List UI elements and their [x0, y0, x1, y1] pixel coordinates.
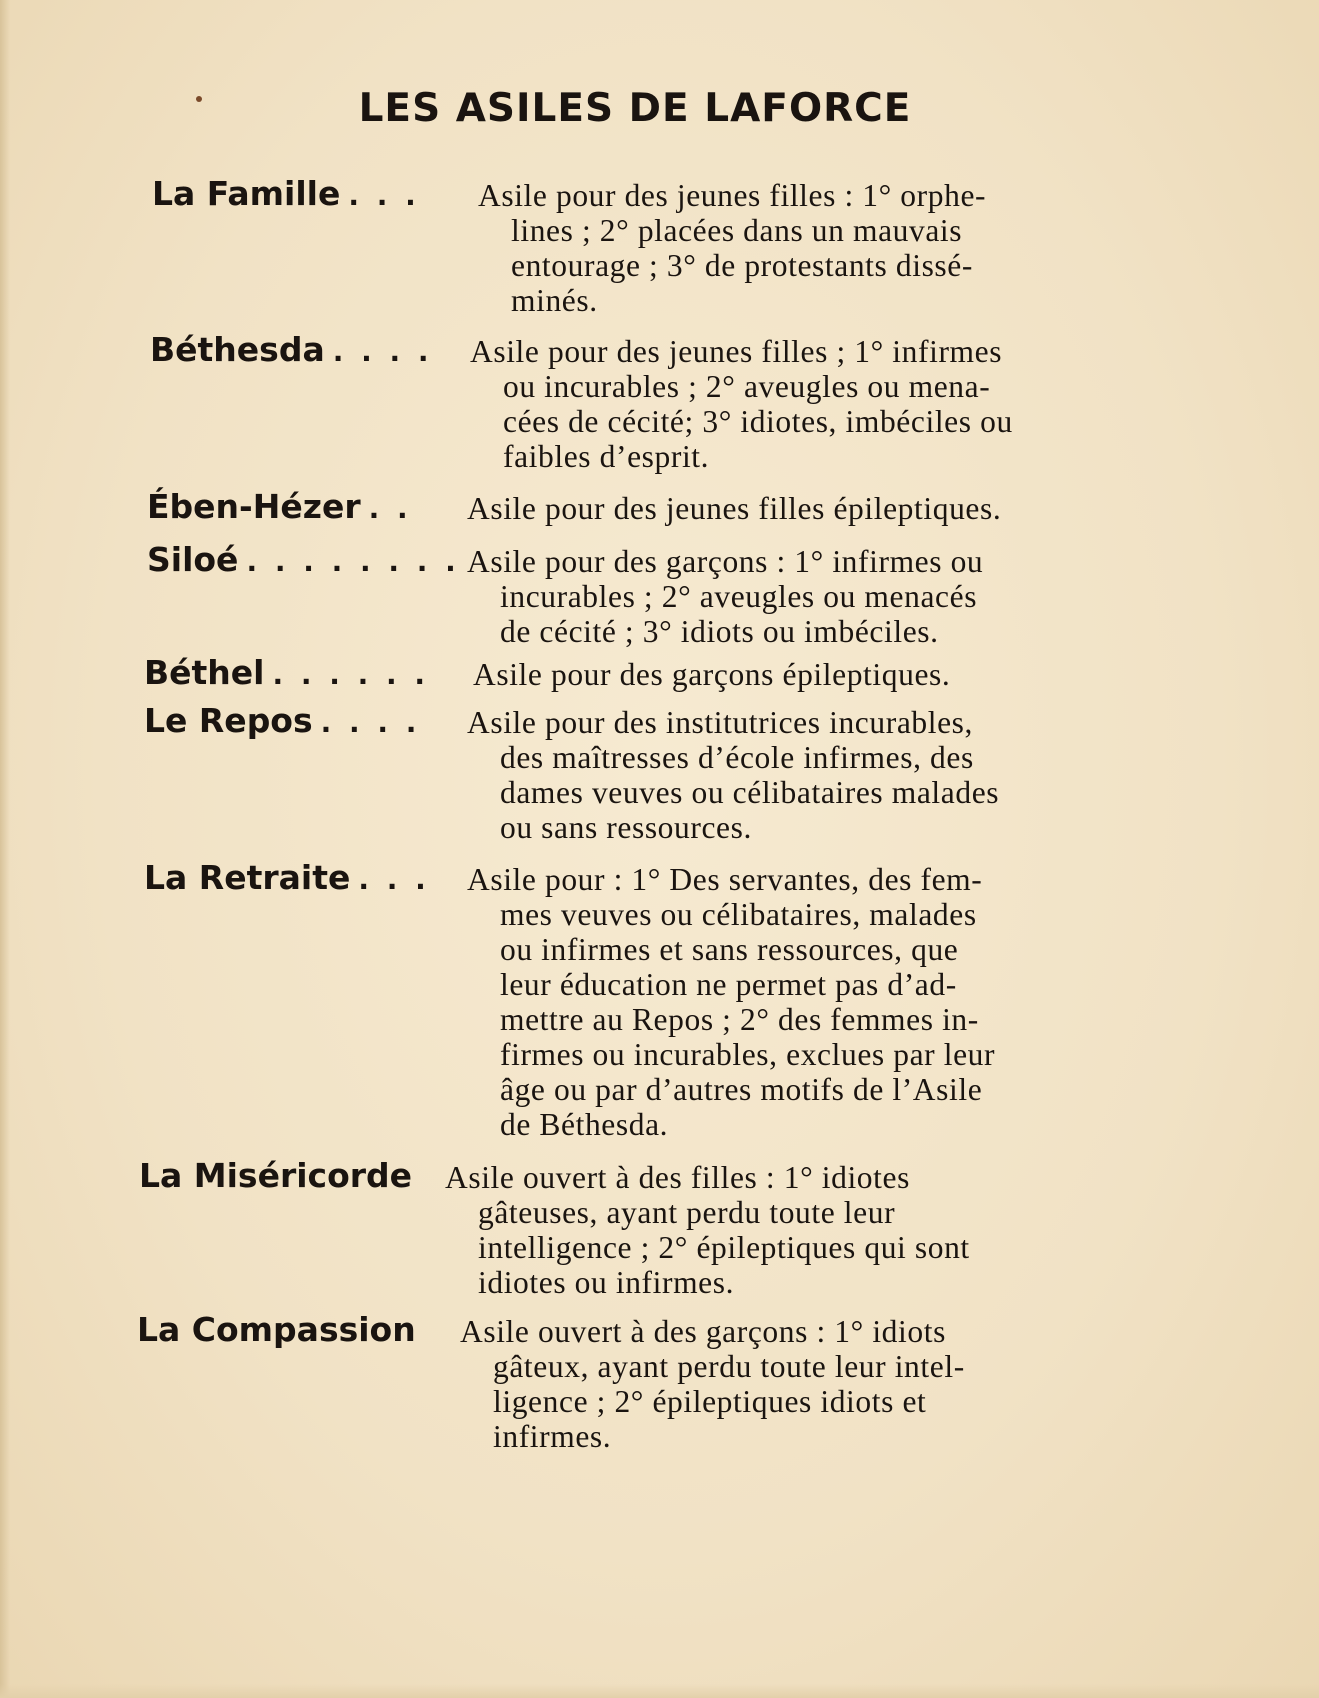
- entry-name: Ében-Hézer . .: [147, 487, 412, 526]
- entry-name: La Retraite . . .: [144, 858, 430, 897]
- description-line: âge ou par d’autres motifs de l’Asile: [500, 1072, 983, 1107]
- description-line: idiotes ou infirmes.: [478, 1265, 735, 1300]
- description-line: Asile pour des jeunes filles épileptiques.: [467, 491, 1002, 526]
- description-line: Asile pour des jeunes filles ; 1° infirmes: [470, 334, 1003, 369]
- description-line: ligence ; 2° épileptiques idiots et: [493, 1384, 927, 1419]
- description-line: lines ; 2° placées dans un mauvais: [511, 213, 963, 248]
- entry-name: Siloé . . . . . . . .: [147, 540, 460, 579]
- description-line: Asile pour des institutrices incurables,: [467, 705, 974, 740]
- description-line: firmes ou incurables, exclues par leur: [500, 1037, 996, 1072]
- entry-name: Béthesda . . . .: [150, 330, 433, 369]
- description-line: dames veuves ou célibataires malades: [500, 775, 1000, 810]
- description-line: ou infirmes et sans ressources, que: [500, 932, 959, 967]
- description-line: de cécité ; 3° idiots ou imbéciles.: [500, 614, 939, 649]
- entry-description: [467, 544, 1120, 649]
- description-line: Asile pour des jeunes filles : 1° orphe-: [478, 178, 987, 213]
- entry-description: [470, 334, 1123, 474]
- description-line: Asile pour des garçons épileptiques.: [473, 657, 951, 692]
- description-line: mes veuves ou célibataires, malades: [500, 897, 977, 932]
- description-line: faibles d’esprit.: [503, 439, 710, 474]
- description-line: Asile ouvert à des filles : 1° idiotes: [445, 1160, 910, 1195]
- entry-description: [467, 705, 1120, 845]
- entry-description: [460, 1314, 1105, 1454]
- description-line: de Béthesda.: [500, 1107, 669, 1142]
- description-line: intelligence ; 2° épileptiques qui sont: [478, 1230, 970, 1265]
- description-line: infirmes.: [493, 1419, 612, 1454]
- page-edge-left: [0, 0, 10, 1698]
- description-line: entourage ; 3° de protestants dissé-: [511, 248, 973, 283]
- description-line: ou incurables ; 2° aveugles ou mena-: [503, 369, 991, 404]
- description-line: Asile pour des garçons : 1° infirmes ou: [467, 544, 984, 579]
- description-line: ou sans ressources.: [500, 810, 752, 845]
- description-line: des maîtresses d’école infirmes, des: [500, 740, 974, 775]
- entry-description: [467, 862, 1120, 1142]
- entry-name: Le Repos . . . .: [144, 701, 421, 740]
- description-line: minés.: [511, 283, 598, 318]
- entry-name: La Famille . . .: [152, 174, 420, 213]
- description-line: mettre au Repos ; 2° des femmes in-: [500, 1002, 979, 1037]
- entry-name: La Compassion: [137, 1310, 416, 1349]
- description-line: gâteux, ayant perdu toute leur intel-: [493, 1349, 965, 1384]
- entry-name: Béthel . . . . . .: [144, 653, 430, 692]
- page-title: LES ASILES DE LAFORCE: [358, 86, 912, 131]
- description-line: cées de cécité; 3° idiotes, imbéciles ou: [503, 404, 1013, 439]
- entry-name: La Miséricorde: [139, 1156, 413, 1195]
- entry-description: [445, 1160, 1108, 1300]
- description-line: Asile pour : 1° Des servantes, des fem-: [467, 862, 983, 897]
- description-line: leur éducation ne permet pas d’ad-: [500, 967, 957, 1002]
- description-line: incurables ; 2° aveugles ou menacés: [500, 579, 978, 614]
- entry-description: [473, 657, 1121, 692]
- entry-description: [467, 491, 1120, 526]
- entry-description: [478, 178, 1124, 318]
- description-line: gâteuses, ayant perdu toute leur: [478, 1195, 896, 1230]
- page-edge-bottom: [0, 1684, 1319, 1698]
- description-line: Asile ouvert à des garçons : 1° idiots: [460, 1314, 946, 1349]
